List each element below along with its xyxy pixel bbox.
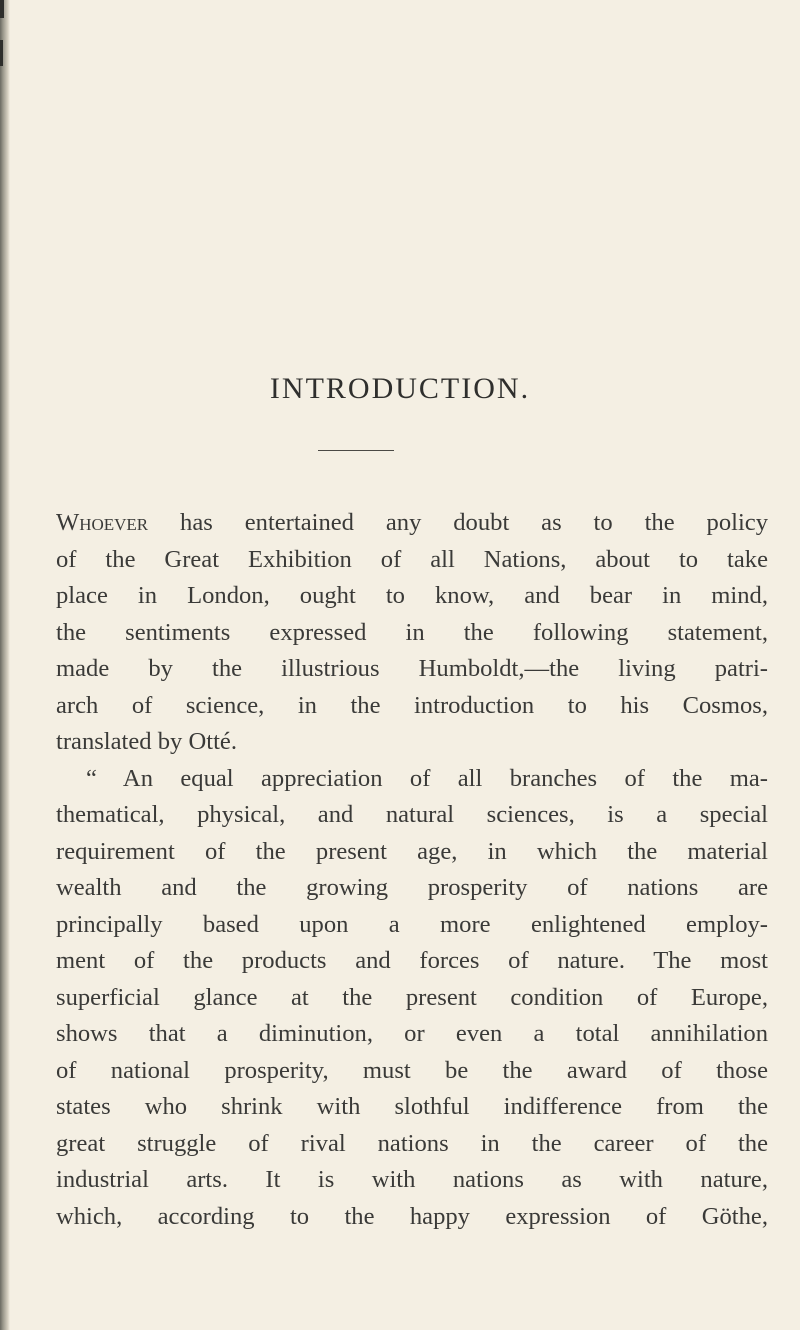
text-line: ment of the products and forces of nature. The most	[56, 947, 768, 974]
text-line: translated by Otté.	[56, 728, 237, 755]
heading-divider	[318, 450, 394, 451]
text-line: “ An equal appreciation of all branches of the ma-	[86, 764, 768, 792]
text-line: great struggle of rival nations in the career of the	[56, 1129, 768, 1157]
text-line: of national prosperity, must be the award of those	[56, 1056, 768, 1084]
text-line: states who shrink with slothful indifference from the	[56, 1093, 768, 1120]
binding-mark	[0, 40, 3, 66]
text-line: shows that a diminution, or even a total annihilation	[56, 1020, 768, 1047]
page-binding-edge	[0, 0, 10, 1330]
text-line-rest: has entertained any doubt as to the policy	[148, 509, 768, 536]
text-line: which, according to the happy expression of Göthe,	[56, 1202, 768, 1230]
body-text	[56, 505, 768, 1235]
first-word: Whoever	[56, 509, 149, 536]
text-line: of the Great Exhibition of all Nations, about to take	[56, 545, 768, 573]
page-title: INTRODUCTION.	[269, 372, 531, 405]
text-line: place in London, ought to know, and bear in mind,	[56, 582, 768, 609]
binding-mark	[0, 0, 4, 18]
text-line: superficial glance at the present condition of Europe,	[56, 983, 768, 1011]
text-line: industrial arts. It is with nations as with nature,	[56, 1166, 768, 1193]
text-line	[56, 505, 768, 542]
text-line: arch of science, in the introduction to his Cosmos,	[56, 691, 768, 719]
text-line: requirement of the present age, in which the material	[56, 837, 768, 865]
text-line: made by the illustrious Humboldt,—the living patri-	[56, 655, 768, 682]
text-line: the sentiments expressed in the following statement,	[56, 618, 768, 646]
text-line: thematical, physical, and natural sciences, is a special	[56, 801, 768, 828]
text-line: wealth and the growing prosperity of nations are	[56, 874, 768, 901]
text-line: principally based upon a more enlightened employ-	[56, 910, 768, 938]
